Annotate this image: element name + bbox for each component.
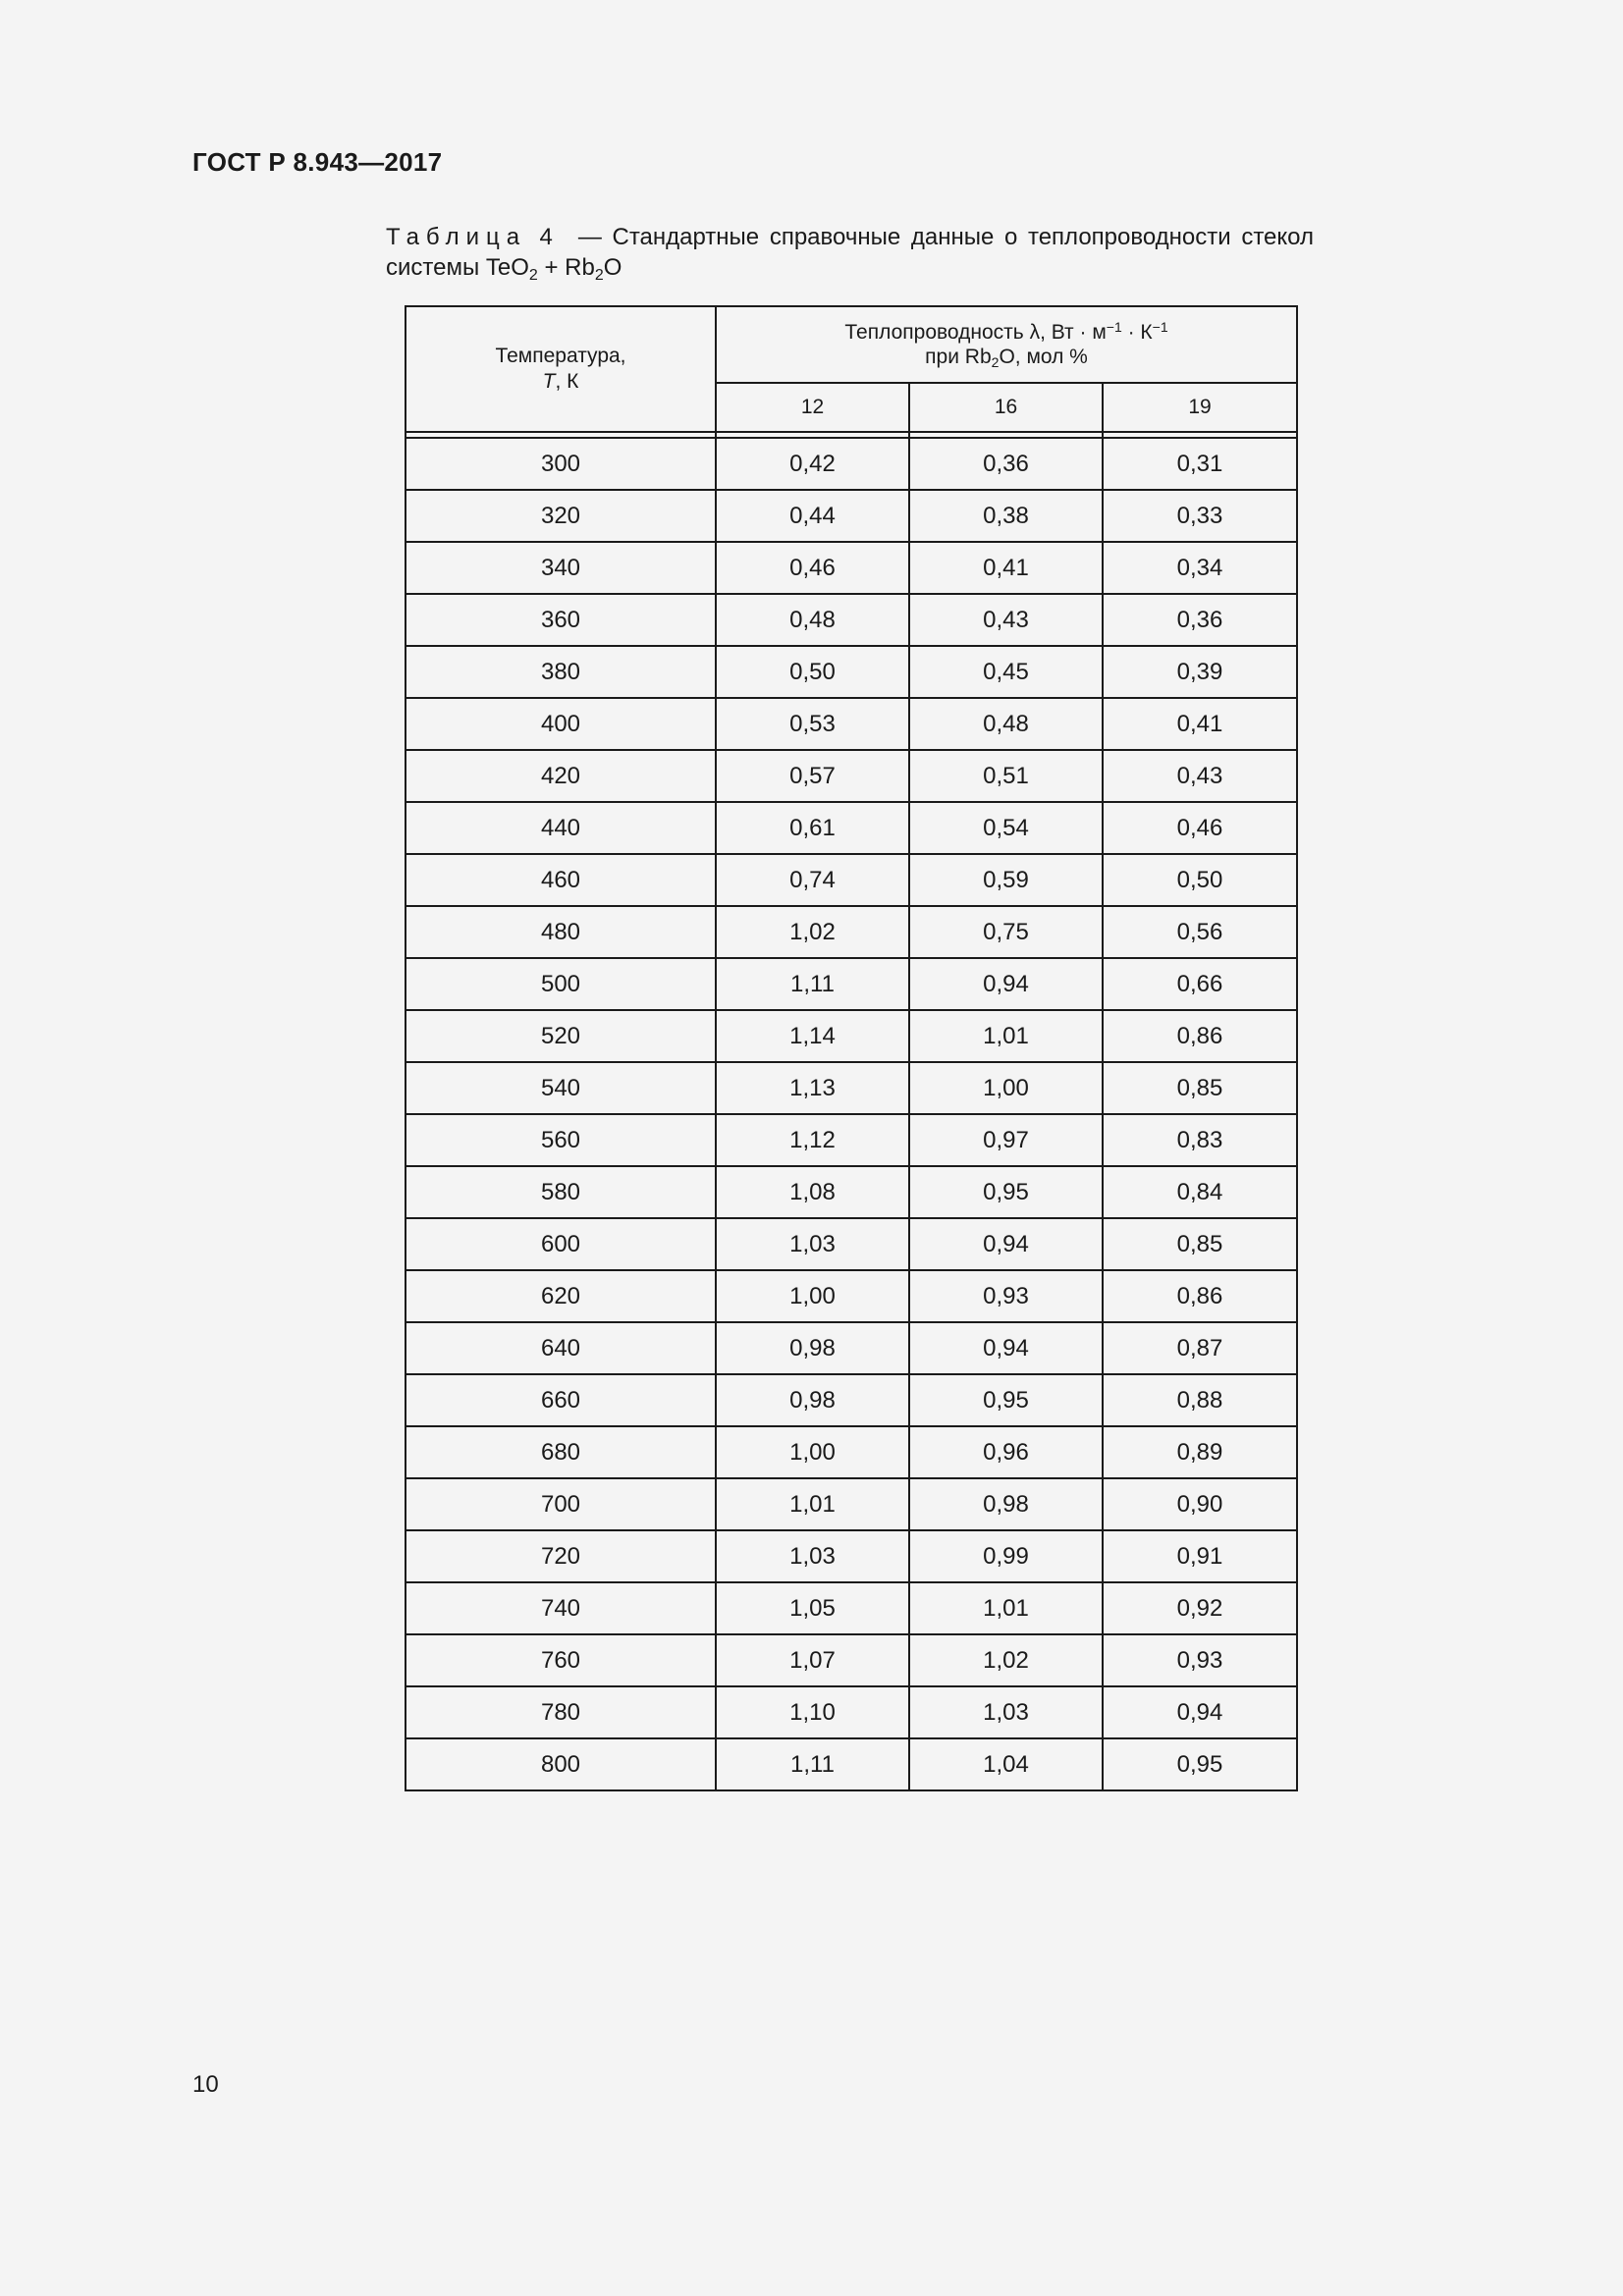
conductivity-cell: 1,03 xyxy=(716,1530,909,1582)
temperature-cell: 720 xyxy=(406,1530,716,1582)
conductivity-cell: 0,41 xyxy=(909,542,1103,594)
conductivity-cell: 1,07 xyxy=(716,1634,909,1686)
conductivity-cell: 0,36 xyxy=(1103,594,1297,646)
caption-line2-start: системы TeO xyxy=(386,254,529,281)
conductivity-cell: 0,39 xyxy=(1103,646,1297,698)
conductivity-cell: 0,50 xyxy=(1103,854,1297,906)
temperature-symbol: T xyxy=(542,370,556,393)
table-row xyxy=(406,1062,1297,1114)
conductivity-cell: 1,11 xyxy=(716,958,909,1010)
conductivity-cell: 1,02 xyxy=(716,906,909,958)
temperature-cell: 560 xyxy=(406,1114,716,1166)
table-row xyxy=(406,1634,1297,1686)
conductivity-cell: 0,43 xyxy=(1103,750,1297,802)
temperature-unit: , К xyxy=(555,370,579,393)
conductivity-cell: 0,93 xyxy=(909,1270,1103,1322)
caption-line-2 xyxy=(386,252,1314,283)
table-caption xyxy=(386,222,1314,283)
group-header-line1-mid: · К xyxy=(1121,321,1153,344)
conductivity-cell: 1,11 xyxy=(716,1738,909,1790)
group-header-sub: 2 xyxy=(991,354,1000,370)
conductivity-cell: 0,34 xyxy=(1103,542,1297,594)
conductivity-cell: 0,85 xyxy=(1103,1062,1297,1114)
conductivity-cell: 0,48 xyxy=(716,594,909,646)
conductivity-cell: 1,00 xyxy=(909,1062,1103,1114)
temperature-cell: 380 xyxy=(406,646,716,698)
caption-title: — Стандартные справочные данные о теплопроводности стекол xyxy=(577,224,1314,250)
conductivity-cell: 0,94 xyxy=(909,958,1103,1010)
conductivity-cell: 1,01 xyxy=(909,1582,1103,1634)
conductivity-cell: 0,95 xyxy=(1103,1738,1297,1790)
conductivity-cell: 1,01 xyxy=(909,1010,1103,1062)
group-header-line1-start: Теплопроводность λ, Вт · м xyxy=(844,321,1107,344)
conductivity-cell: 0,86 xyxy=(1103,1270,1297,1322)
caption-number: 4 xyxy=(539,224,553,250)
temperature-cell: 520 xyxy=(406,1010,716,1062)
conductivity-cell: 0,85 xyxy=(1103,1218,1297,1270)
temperature-cell: 320 xyxy=(406,490,716,542)
temperature-header xyxy=(406,306,716,432)
temperature-cell: 760 xyxy=(406,1634,716,1686)
table-row xyxy=(406,1478,1297,1530)
temperature-cell: 700 xyxy=(406,1478,716,1530)
temperature-cell: 480 xyxy=(406,906,716,958)
caption-label xyxy=(386,222,553,252)
conductivity-cell: 0,54 xyxy=(909,802,1103,854)
table-row xyxy=(406,1322,1297,1374)
sub-header-12: 12 xyxy=(716,383,909,432)
conductivity-cell: 1,10 xyxy=(716,1686,909,1738)
table-row xyxy=(406,1426,1297,1478)
conductivity-cell: 0,75 xyxy=(909,906,1103,958)
caption-sub-1: 2 xyxy=(528,267,538,284)
conductivity-cell: 0,88 xyxy=(1103,1374,1297,1426)
temperature-cell: 600 xyxy=(406,1218,716,1270)
conductivity-cell: 0,44 xyxy=(716,490,909,542)
caption-sub-2: 2 xyxy=(594,267,604,284)
thermal-conductivity-table xyxy=(405,305,1298,1791)
table-row xyxy=(406,1270,1297,1322)
temperature-cell: 620 xyxy=(406,1270,716,1322)
conductivity-cell: 0,91 xyxy=(1103,1530,1297,1582)
temperature-header-line1: Температура, xyxy=(495,345,626,367)
conductivity-cell: 0,89 xyxy=(1103,1426,1297,1478)
conductivity-cell: 0,45 xyxy=(909,646,1103,698)
conductivity-cell: 0,46 xyxy=(1103,802,1297,854)
group-header-exp2: −1 xyxy=(1152,319,1168,335)
conductivity-cell: 0,95 xyxy=(909,1166,1103,1218)
conductivity-cell: 0,57 xyxy=(716,750,909,802)
conductivity-cell: 1,03 xyxy=(909,1686,1103,1738)
conductivity-cell: 1,05 xyxy=(716,1582,909,1634)
conductivity-cell: 1,04 xyxy=(909,1738,1103,1790)
group-header-line2-end: O, мол % xyxy=(999,346,1088,368)
caption-prefix: Таблица xyxy=(386,224,527,250)
conductivity-cell: 1,14 xyxy=(716,1010,909,1062)
temperature-cell: 420 xyxy=(406,750,716,802)
conductivity-cell: 0,36 xyxy=(909,438,1103,490)
conductivity-cell: 0,98 xyxy=(716,1374,909,1426)
table-row xyxy=(406,1114,1297,1166)
conductivity-cell: 1,08 xyxy=(716,1166,909,1218)
conductivity-cell: 0,66 xyxy=(1103,958,1297,1010)
temperature-cell: 780 xyxy=(406,1686,716,1738)
conductivity-cell: 0,90 xyxy=(1103,1478,1297,1530)
conductivity-cell: 0,94 xyxy=(909,1218,1103,1270)
temperature-cell: 800 xyxy=(406,1738,716,1790)
conductivity-cell: 0,97 xyxy=(909,1114,1103,1166)
table-row xyxy=(406,802,1297,854)
table-row xyxy=(406,1530,1297,1582)
conductivity-cell: 0,84 xyxy=(1103,1166,1297,1218)
conductivity-cell: 0,33 xyxy=(1103,490,1297,542)
conductivity-cell: 0,83 xyxy=(1103,1114,1297,1166)
temperature-cell: 440 xyxy=(406,802,716,854)
temperature-cell: 400 xyxy=(406,698,716,750)
caption-line-1 xyxy=(386,222,1314,252)
table-row xyxy=(406,1166,1297,1218)
conductivity-cell: 1,13 xyxy=(716,1062,909,1114)
conductivity-cell: 0,61 xyxy=(716,802,909,854)
table-row xyxy=(406,1218,1297,1270)
conductivity-cell: 0,99 xyxy=(909,1530,1103,1582)
conductivity-cell: 1,01 xyxy=(716,1478,909,1530)
conductivity-cell: 0,46 xyxy=(716,542,909,594)
conductivity-cell: 0,59 xyxy=(909,854,1103,906)
conductivity-cell: 0,56 xyxy=(1103,906,1297,958)
temperature-cell: 580 xyxy=(406,1166,716,1218)
conductivity-cell: 0,95 xyxy=(909,1374,1103,1426)
conductivity-cell: 1,02 xyxy=(909,1634,1103,1686)
temperature-cell: 500 xyxy=(406,958,716,1010)
temperature-cell: 740 xyxy=(406,1582,716,1634)
temperature-cell: 340 xyxy=(406,542,716,594)
conductivity-cell: 0,43 xyxy=(909,594,1103,646)
table-row xyxy=(406,594,1297,646)
conductivity-cell: 0,48 xyxy=(909,698,1103,750)
temperature-cell: 360 xyxy=(406,594,716,646)
conductivity-cell: 0,94 xyxy=(1103,1686,1297,1738)
document-header: ГОСТ Р 8.943—2017 xyxy=(192,147,443,177)
table-row xyxy=(406,438,1297,490)
conductivity-cell: 0,94 xyxy=(909,1322,1103,1374)
temperature-cell: 660 xyxy=(406,1374,716,1426)
table-row xyxy=(406,1010,1297,1062)
temperature-cell: 640 xyxy=(406,1322,716,1374)
caption-line2-end: O xyxy=(603,254,622,281)
conductivity-cell: 0,86 xyxy=(1103,1010,1297,1062)
table-row xyxy=(406,750,1297,802)
table-row xyxy=(406,1686,1297,1738)
conductivity-cell: 0,87 xyxy=(1103,1322,1297,1374)
conductivity-cell: 1,12 xyxy=(716,1114,909,1166)
conductivity-cell: 0,38 xyxy=(909,490,1103,542)
table-row xyxy=(406,854,1297,906)
conductivity-cell: 0,50 xyxy=(716,646,909,698)
page-number: 10 xyxy=(192,2071,219,2098)
table-body xyxy=(406,432,1297,1790)
table-row xyxy=(406,958,1297,1010)
conductivity-cell: 0,41 xyxy=(1103,698,1297,750)
conductivity-group-header xyxy=(716,306,1297,383)
conductivity-cell: 0,74 xyxy=(716,854,909,906)
temperature-cell: 300 xyxy=(406,438,716,490)
conductivity-cell: 0,98 xyxy=(909,1478,1103,1530)
temperature-cell: 680 xyxy=(406,1426,716,1478)
group-header-line2-start: при Rb xyxy=(925,346,992,368)
table-row xyxy=(406,906,1297,958)
conductivity-cell: 1,00 xyxy=(716,1270,909,1322)
conductivity-cell: 1,00 xyxy=(716,1426,909,1478)
conductivity-cell: 0,92 xyxy=(1103,1582,1297,1634)
table-row xyxy=(406,1582,1297,1634)
conductivity-cell: 0,93 xyxy=(1103,1634,1297,1686)
conductivity-cell: 0,98 xyxy=(716,1322,909,1374)
conductivity-cell: 0,31 xyxy=(1103,438,1297,490)
table-row xyxy=(406,542,1297,594)
temperature-cell: 460 xyxy=(406,854,716,906)
table-row xyxy=(406,490,1297,542)
conductivity-cell: 0,53 xyxy=(716,698,909,750)
group-header-exp1: −1 xyxy=(1106,319,1122,335)
conductivity-cell: 0,96 xyxy=(909,1426,1103,1478)
conductivity-cell: 0,42 xyxy=(716,438,909,490)
temperature-cell: 540 xyxy=(406,1062,716,1114)
table-row xyxy=(406,1374,1297,1426)
table-row xyxy=(406,1738,1297,1790)
sub-header-16: 16 xyxy=(909,383,1103,432)
table-row xyxy=(406,698,1297,750)
sub-header-19: 19 xyxy=(1103,383,1297,432)
conductivity-cell: 1,03 xyxy=(716,1218,909,1270)
caption-line2-mid: + Rb xyxy=(537,254,595,281)
conductivity-cell: 0,51 xyxy=(909,750,1103,802)
table-row xyxy=(406,646,1297,698)
